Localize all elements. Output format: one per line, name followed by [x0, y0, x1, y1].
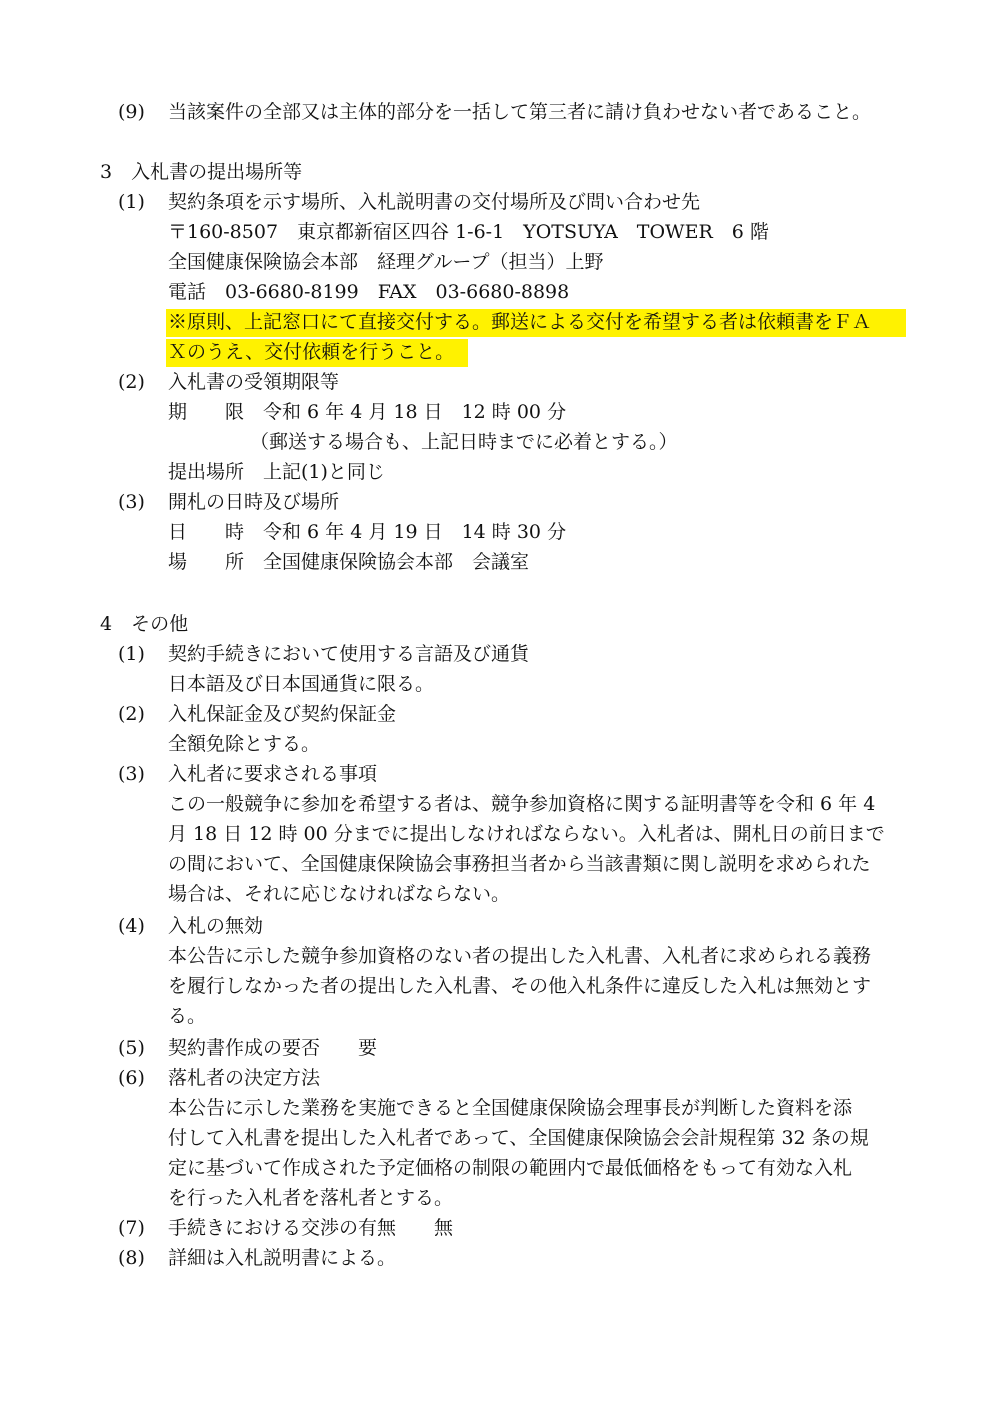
item-number: (6): [118, 1067, 145, 1089]
office-line: 全国健康保険協会本部 経理グループ（担当）上野: [168, 251, 604, 273]
item-body-line: 月 18 日 12 時 00 分までに提出しなければならない。入札者は、開札日の前日まで: [168, 823, 885, 845]
item-title: 詳細は入札説明書による。: [168, 1247, 397, 1269]
item-body-line: の間において、全国健康保険協会事務担当者から当該書類に関し説明を求められた: [168, 853, 871, 875]
phone-fax-line: 電話 03-6680-8199 FAX 03-6680-8898: [168, 281, 570, 303]
item-title: 入札保証金及び契約保証金: [168, 703, 397, 725]
item-number: (2): [118, 703, 145, 725]
item-number: (1): [118, 643, 145, 665]
item-title: 契約書作成の要否 要: [168, 1037, 378, 1059]
submission-place-line: 提出場所 上記(1)と同じ: [168, 461, 385, 483]
opening-place-line: 場 所 全国健康保険協会本部 会議室: [168, 551, 530, 573]
item-number: (2): [118, 371, 145, 393]
mail-note-line: （郵送する場合も、上記日時までに必着とする。）: [250, 431, 678, 453]
item-number: (3): [118, 763, 145, 785]
item-number: (8): [118, 1247, 145, 1269]
item-body-line: 本公告に示した業務を実施できると全国健康保険協会理事長が判断した資料を添: [168, 1097, 853, 1119]
item-number: (4): [118, 915, 145, 937]
item-body: 全額免除とする。: [168, 733, 321, 755]
item-body-line: 場合は、それに応じなければならない。: [168, 883, 511, 905]
item-body-line: 本公告に示した競争参加資格のない者の提出した入札書、入札者に求められる義務: [168, 945, 872, 967]
item-body: 日本語及び日本国通貨に限る。: [168, 673, 435, 695]
item-title: 開札の日時及び場所: [168, 491, 340, 513]
item-body-line: この一般競争に参加を希望する者は、競争参加資格に関する証明書等を令和 6 年 4: [168, 793, 876, 815]
item-number: (1): [118, 191, 145, 213]
section-4-heading: 4 その他: [100, 613, 189, 635]
item-title: 手続きにおける交渉の有無 無: [168, 1217, 454, 1239]
item-body-line: 付して入札書を提出した入札者であって、全国健康保険協会会計規程第 32 条の規: [168, 1127, 869, 1149]
item-body-line: を履行しなかった者の提出した入札書、その他入札条件に違反した入札は無効とす: [168, 975, 872, 997]
highlighted-note-line-2: Ｘのうえ、交付依頼を行うこと。: [168, 341, 455, 363]
item-body-line: る。: [168, 1005, 207, 1027]
deadline-line: 期 限 令和 6 年 4 月 18 日 12 時 00 分: [168, 401, 567, 423]
item-number: (7): [118, 1217, 145, 1239]
item-number: (9): [118, 101, 145, 123]
section-3-heading: 3 入札書の提出場所等: [100, 161, 303, 183]
item-title: 入札者に要求される事項: [168, 763, 378, 785]
item-body-line: を行った入札者を落札者とする。: [168, 1187, 454, 1209]
opening-datetime-line: 日 時 令和 6 年 4 月 19 日 14 時 30 分: [168, 521, 567, 543]
item-title: 入札書の受領期限等: [168, 371, 340, 393]
item-body-line: 定に基づいて作成された予定価格の制限の範囲内で最低価格をもって有効な入札: [168, 1157, 853, 1179]
item-title: 入札の無効: [168, 915, 264, 937]
item-title: 契約手続きにおいて使用する言語及び通貨: [168, 643, 530, 665]
item-number: (3): [118, 491, 145, 513]
item-title: 落札者の決定方法: [168, 1067, 321, 1089]
highlighted-note-line-1: ※原則、上記窓口にて直接交付する。郵送による交付を希望する者は依頼書をＦＡ: [168, 311, 872, 333]
item-number: (5): [118, 1037, 145, 1059]
item-title: 契約条項を示す場所、入札説明書の交付場所及び問い合わせ先: [168, 191, 701, 213]
address-line: 〒160-8507 東京都新宿区四谷 1-6-1 YOTSUYA TOWER 6 階: [168, 221, 769, 243]
item-text: 当該案件の全部又は主体的部分を一括して第三者に請け負わせない者であること。: [168, 101, 872, 123]
